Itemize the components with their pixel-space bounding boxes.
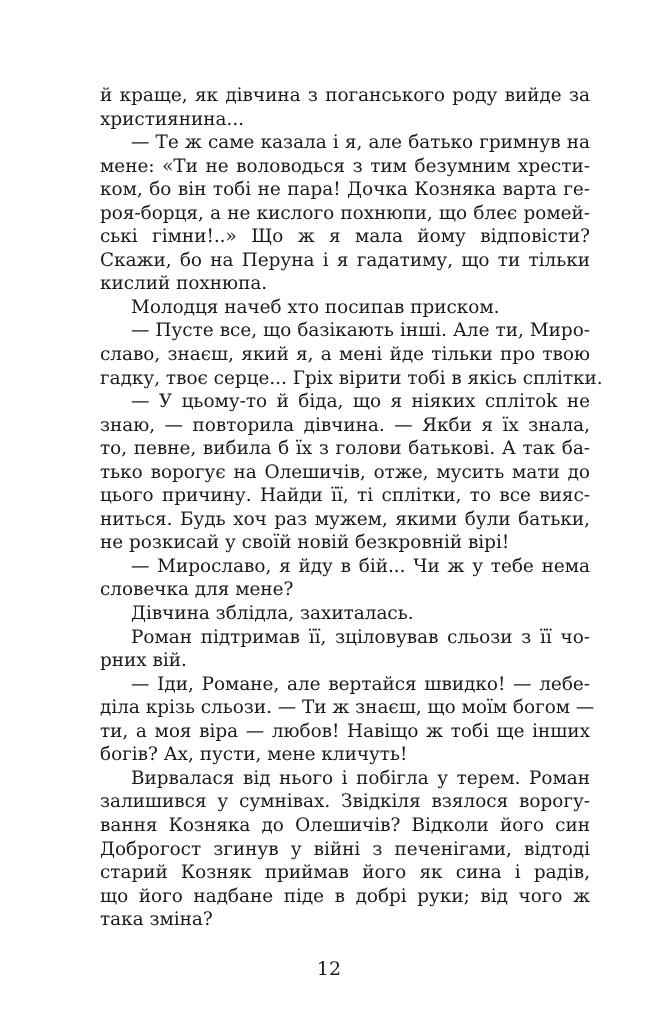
text-line: вання Козняка до Олешичів? Відколи його син xyxy=(100,814,590,836)
text-line: — Мирославо, я йду в бій... Чи ж у тебе нема xyxy=(131,555,590,577)
text-line: діла крізь сльози. — Ти ж знаєш, що моїм богом — xyxy=(100,697,595,719)
text-line: Доброгост згинув у війні з печенігами, відтоді xyxy=(100,838,590,860)
text-line: й краще, як дівчина з поганського роду вийде за xyxy=(100,85,590,106)
text-line: ти, а моя віра — любов! Навіщо ж тобі ще інших xyxy=(100,720,590,742)
text-line: — Пусте все, що базікають інші. Але ти, Миро- xyxy=(131,320,590,342)
text-line: залишився у сумнівах. Звідкіля взялося ворогу- xyxy=(100,791,590,813)
text-line: Дівчина зблідла, захиталась. xyxy=(131,603,414,625)
text-line: старий Козняк приймав його як сина і радів, xyxy=(100,862,590,884)
text-line: рних вій. xyxy=(100,650,187,672)
text-line: що його надбане піде в добрі руки; від чого ж xyxy=(100,885,590,907)
text-line: знаю, — повторила дівчина. — Якби я їх знала, xyxy=(100,414,590,436)
text-line: Роман підтримав її, зціловував сльози з її чо- xyxy=(131,626,590,648)
text-line: — Те ж саме казала і я, але батько гримнув на xyxy=(131,132,590,154)
text-line: — Іди, Романе, але вертайся швидко! — лебе- xyxy=(131,673,590,695)
text-line: ські гімни!..» Що ж я мала йому відповісти? xyxy=(100,226,590,248)
text-line: гадку, твоє серце... Гріх вірити тобі в якісь сплітки. xyxy=(100,367,603,389)
text-line: роя-борця, а не кислого похнюпи, що блеє ромей- xyxy=(100,202,590,224)
page-body-text xyxy=(100,84,603,932)
text-line: кислий похнюпа. xyxy=(100,273,268,295)
text-line: ком, бо він тобі не пара! Дочка Козняка варта ге- xyxy=(100,179,590,201)
text-line: — У цьому-то й біда, що я ніяких сплітоk не xyxy=(131,391,590,413)
text-line: християнина... xyxy=(100,108,245,130)
text-line: цього причину. Найди її, ті сплітки, то все вияс- xyxy=(100,485,590,507)
text-line: мене: «Ти не воловодься з тим безумним хрести- xyxy=(100,155,590,177)
text-line: Вирвалася від нього і побігла у терем. Роман xyxy=(131,767,590,789)
text-line: то, певне, вибила б їх з голови батькові. А так ба- xyxy=(100,438,590,460)
text-line: Скажи, бо на Перуна і я гадатиму, що ти тільки xyxy=(100,249,590,271)
page-number: 12 xyxy=(316,958,342,980)
text-line: тько ворогує на Олешичів, отже, мусить мати до xyxy=(100,461,590,483)
text-line: Молодця начеб хто посипав приском. xyxy=(131,296,500,318)
text-line: славо, знаєш, який я, а мені йде тільки про твою xyxy=(100,344,590,366)
text-line: богів? Ах, пусти, мене кличуть! xyxy=(100,744,408,766)
text-line: ниться. Будь хоч раз мужем, якими були батьки, xyxy=(100,508,590,530)
text-line: не розкисай у своїй новій безкровній вірі! xyxy=(100,532,510,554)
text-line: словечка для мене? xyxy=(100,579,294,601)
text-line: така зміна? xyxy=(100,909,213,931)
